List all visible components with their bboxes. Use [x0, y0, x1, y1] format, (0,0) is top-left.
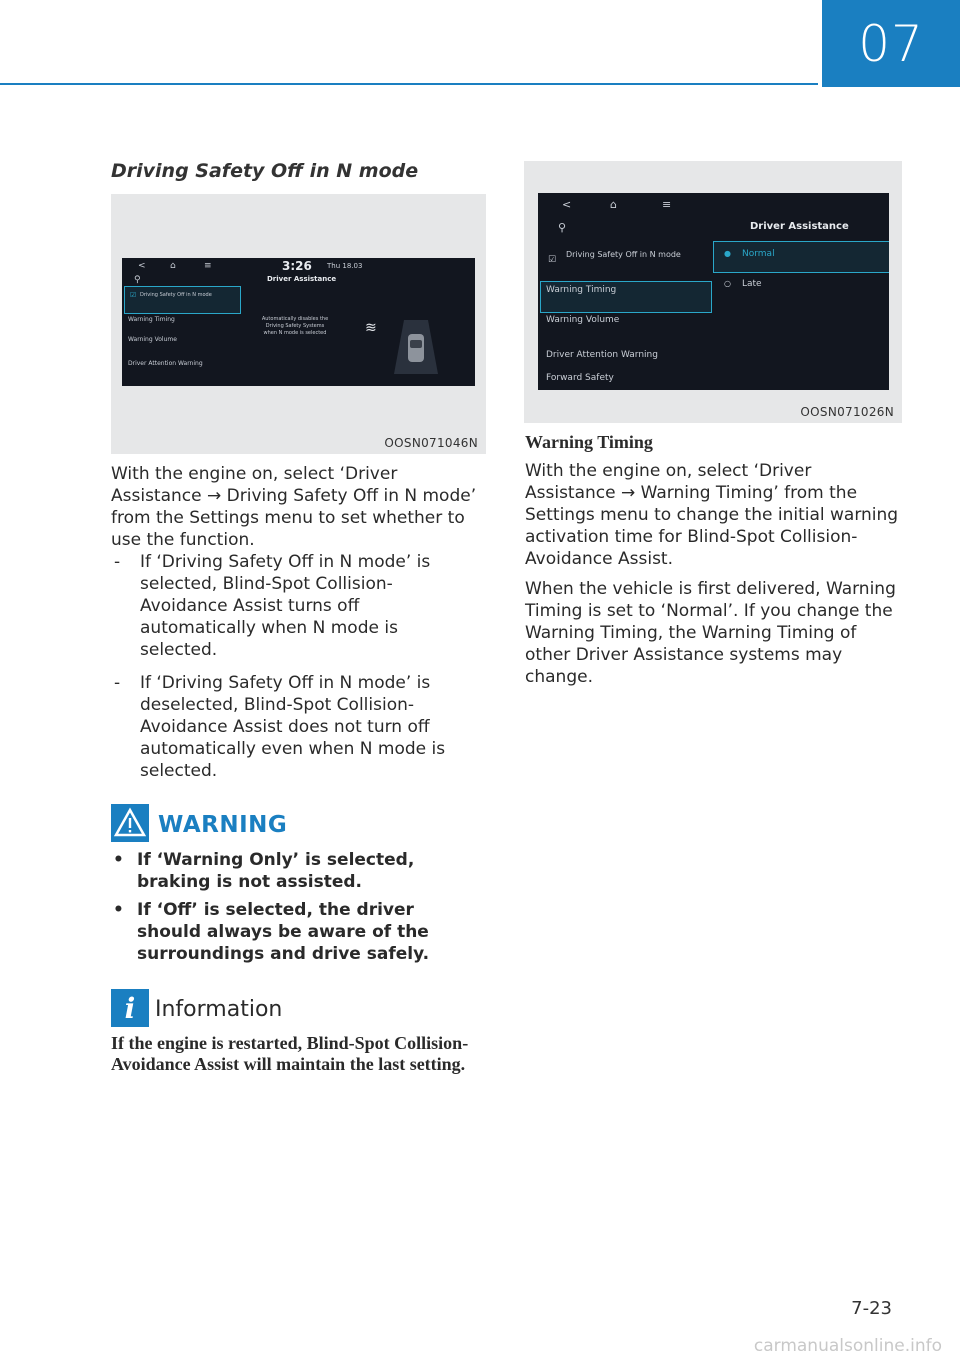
paragraph: When the vehicle is first delivered, Warning Timing is set to ‘Normal’. If you change the Warning Timing, the Warning Timing of other Driver Assistance systems may change. [525, 579, 896, 687]
warning-bullet-text: If ‘Warning Only’ is selected, braking is not assisted. [137, 850, 415, 892]
dash-item [114, 672, 484, 782]
infotainment-screen [538, 193, 889, 390]
menu-item-warning-timing: Warning Timing [546, 285, 617, 295]
chapter-number: 07 [822, 0, 960, 87]
bullet-marker: • [113, 900, 124, 920]
panel-title: Driver Assistance [267, 275, 337, 283]
paragraph: With the engine on, select ‘Driver Assistance → Warning Timing’ from the Settings menu to change the initial warning activation time for Blind-Spot Collision-Avoidance Assist. [525, 461, 899, 569]
warning-bullet-text: If ‘Off’ is selected, the driver should always be aware of the surroundings and drive safely. [137, 900, 430, 964]
menu-item-driving-safety-off: Driving Safety Off in N mode [140, 292, 212, 298]
screen-time: 3:26 [282, 259, 312, 273]
panel-title: Driver Assistance [750, 221, 849, 232]
bullet-marker: • [113, 850, 124, 870]
information-title: Information [155, 997, 283, 1022]
section-title-warning-timing: Warning Timing [525, 432, 653, 452]
search-icon: ⚲ [134, 275, 141, 285]
watermark: carmanualsonline.info [753, 1336, 942, 1356]
figure-caption: OOSN071046N [384, 436, 478, 450]
intro-paragraph [111, 463, 481, 551]
back-icon: < [138, 261, 146, 271]
infotainment-screen [122, 258, 475, 386]
section-title-driving-safety-off: Driving Safety Off in N mode [111, 160, 419, 182]
option-late: Late [742, 279, 762, 289]
home-icon: ⌂ [170, 261, 176, 271]
dash-item-text: If ‘Driving Safety Off in N mode’ is selected, Blind-Spot Collision-Avoidance Assist turns off automatically when N mode is selected. [140, 552, 431, 660]
figure-warning-timing [524, 161, 902, 423]
menu-item-warning-volume: Warning Volume [128, 336, 177, 343]
header-rule [0, 83, 818, 85]
menu-item-driving-safety-off: Driving Safety Off in N mode [566, 250, 681, 259]
dash-item-text: If ‘Driving Safety Off in N mode’ is deselected, Blind-Spot Collision-Avoidance Assist does not turn off automatically even when N mode is selected. [140, 673, 446, 781]
option-normal: Normal [742, 249, 775, 259]
screen-date: Thu 18.03 [327, 262, 363, 270]
dash-marker: - [114, 673, 121, 693]
menu-icon: ≡ [662, 198, 672, 211]
menu-item-forward-safety: Forward Safety [546, 373, 614, 383]
search-icon: ⚲ [558, 221, 567, 234]
information-icon: i [111, 989, 149, 1027]
menu-item-warning-volume: Warning Volume [546, 315, 620, 325]
figure-caption: OOSN071026N [800, 405, 894, 419]
menu-highlight [124, 286, 241, 314]
radio-selected-icon: ● [724, 249, 731, 258]
home-icon: ⌂ [610, 198, 617, 211]
figure-driving-safety-off [111, 194, 486, 454]
back-icon: < [562, 198, 572, 211]
page-number: 7-23 [851, 1298, 892, 1319]
warning-title: WARNING [158, 812, 288, 838]
screen-description: Automatically disables the Driving Safety Systems when N mode is selected [261, 316, 329, 336]
dash-item [114, 551, 484, 661]
warning-bullet [113, 899, 483, 967]
dash-marker: - [114, 552, 121, 572]
menu-item-warning-timing: Warning Timing [128, 316, 175, 323]
checkbox-icon: ☑ [130, 291, 137, 299]
menu-item-driver-attention: Driver Attention Warning [128, 360, 203, 367]
lane-icon: ≋ [365, 320, 377, 336]
warning-icon [111, 804, 149, 842]
vehicle-icon [394, 318, 438, 374]
radio-unselected-icon: ○ [724, 279, 731, 288]
warning-timing-body [525, 460, 903, 688]
menu-item-driver-attention: Driver Attention Warning [546, 350, 658, 360]
information-text: If the engine is restarted, Blind-Spot Collision-Avoidance Assist will maintain the last setting. [111, 1033, 469, 1074]
intro-text: With the engine on, select ‘Driver Assistance → Driving Safety Off in N mode’ from the Settings menu to set whether to use the function. [111, 464, 477, 550]
menu-icon: ≡ [204, 261, 212, 271]
warning-bullet [113, 849, 483, 895]
option-highlight [713, 241, 889, 273]
checkbox-icon: ☑ [548, 255, 557, 265]
